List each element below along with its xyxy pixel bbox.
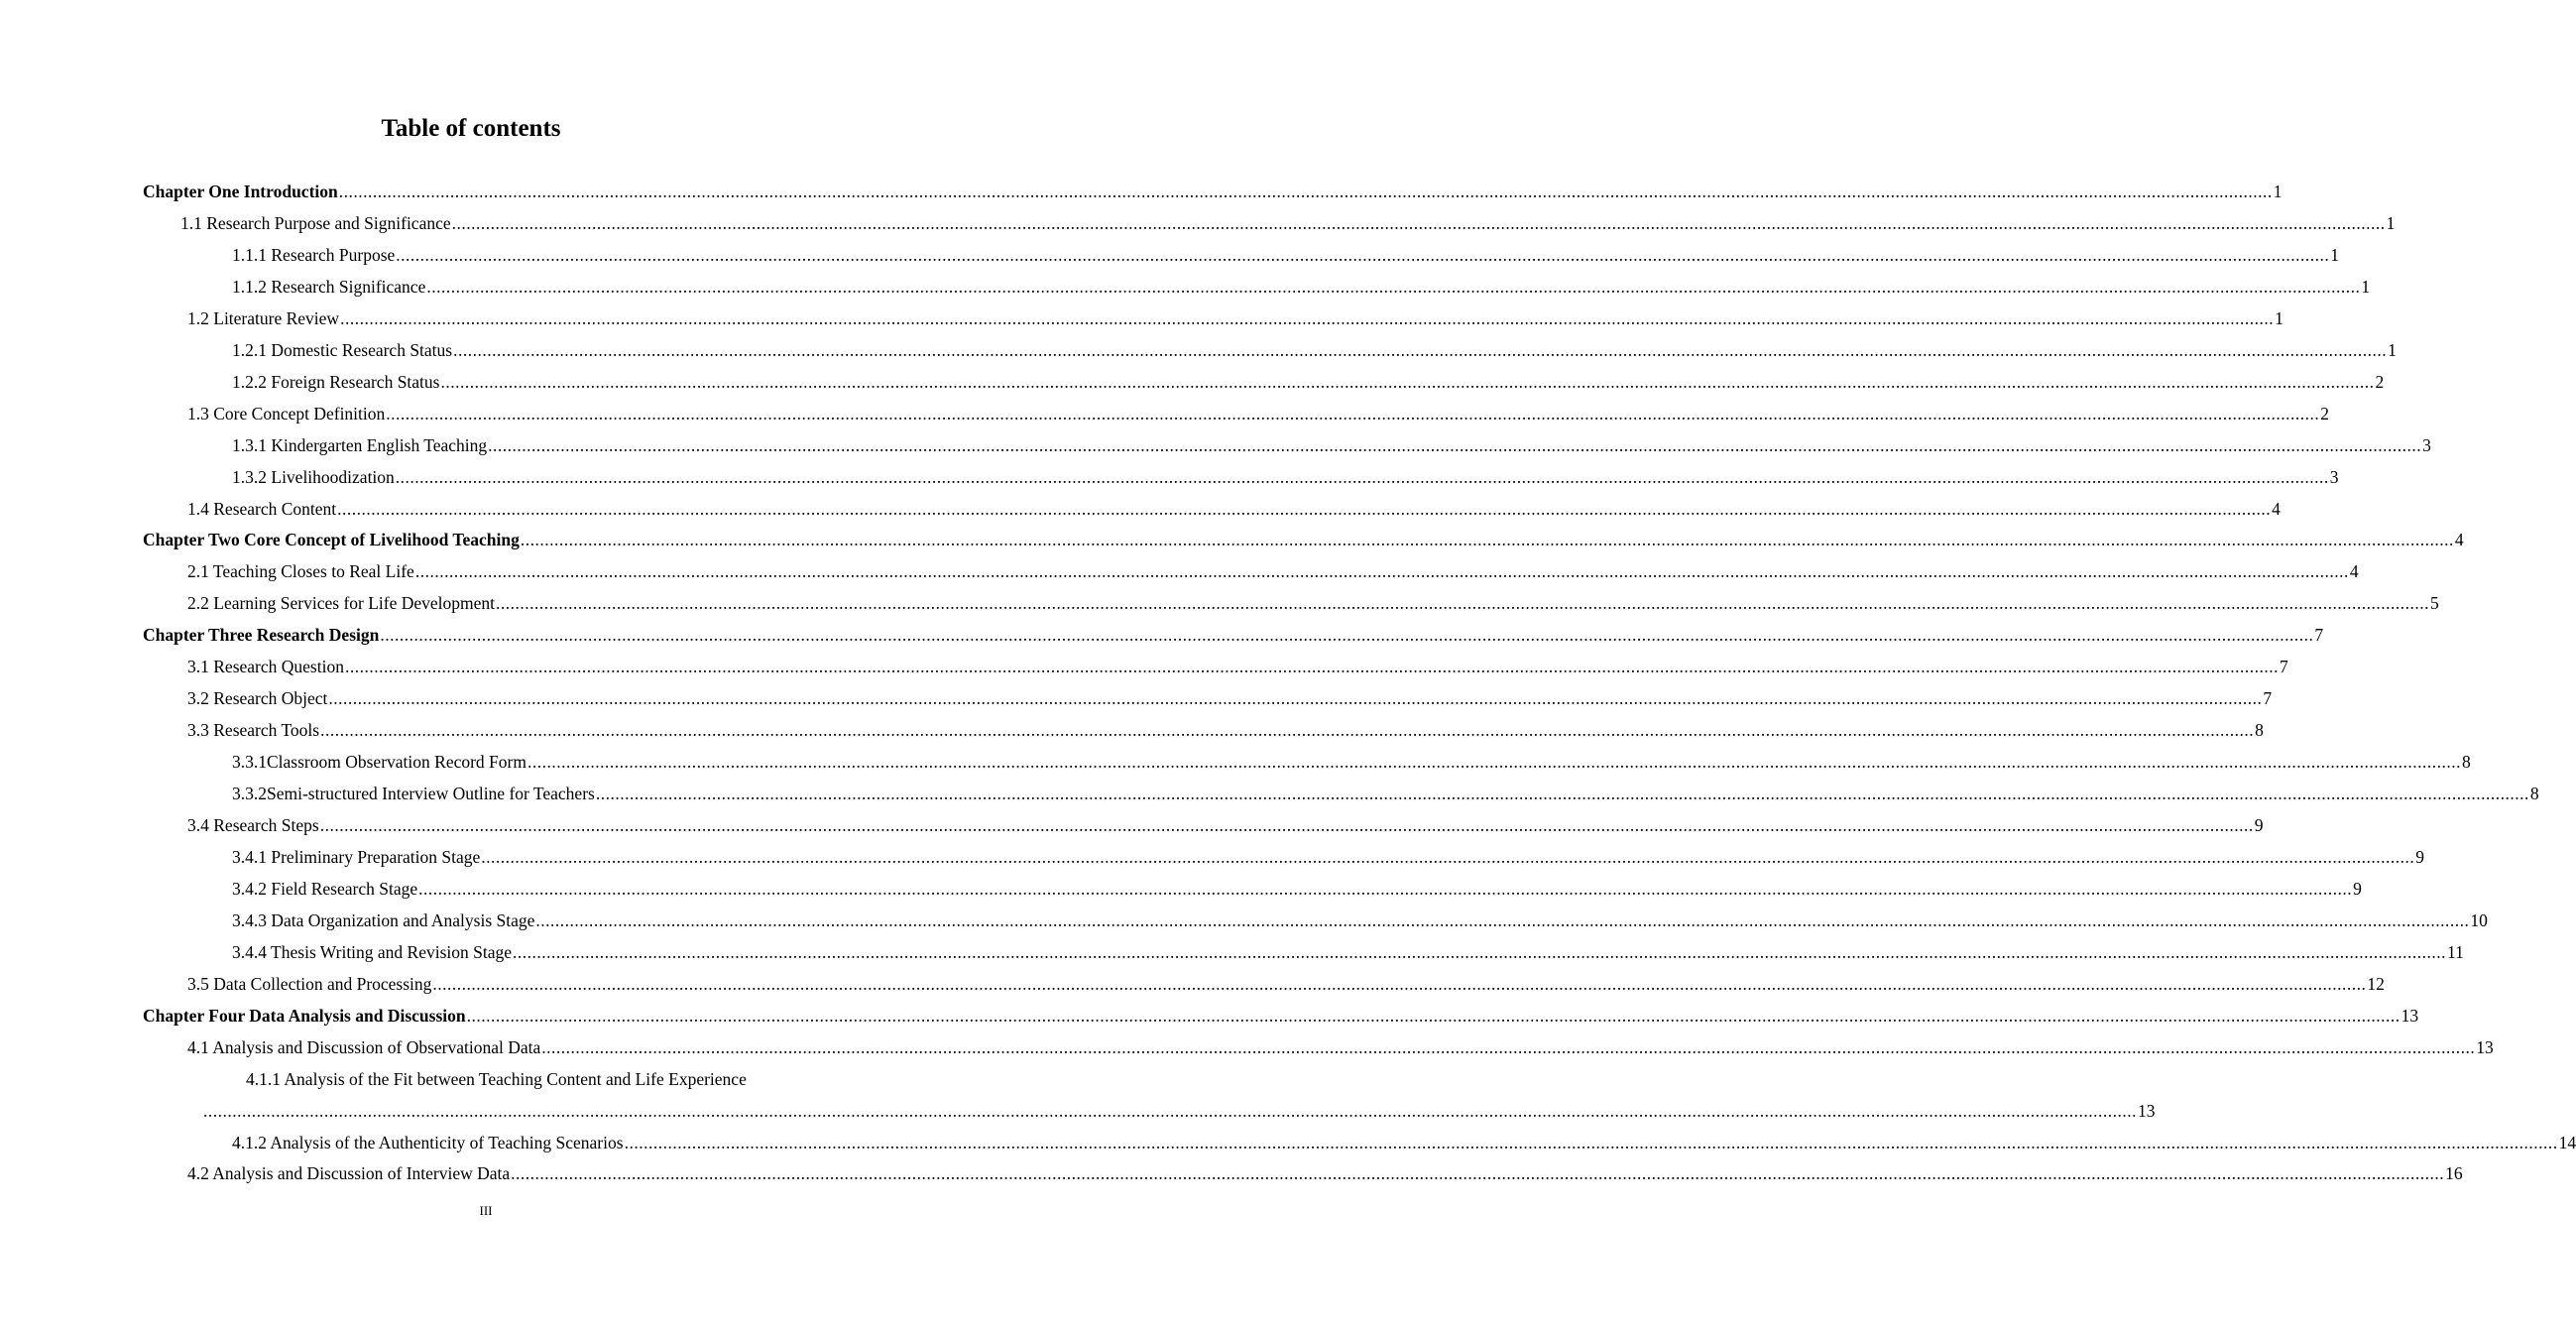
toc-dot-leader: ................................................................................................................................................................................................................................................................................................................................................................................................................ bbox=[319, 815, 2254, 835]
toc-entry-label: 1.3 Core Concept Definition bbox=[187, 403, 386, 424]
toc-dot-leader: ................................................................................................................................................................................................................................................................................................................................................................................................................ bbox=[513, 941, 2447, 962]
toc-entry[interactable] bbox=[232, 1130, 2576, 1155]
toc-entry[interactable] bbox=[187, 1160, 2463, 1186]
toc-entry-label: 4.2 Analysis and Discussion of Interview Data bbox=[187, 1163, 511, 1184]
toc-entry-label: 3.5 Data Collection and Processing bbox=[187, 973, 432, 994]
toc-dot-leader: ................................................................................................................................................................................................................................................................................................................................................................................................................ bbox=[624, 1132, 2558, 1152]
toc-dot-leader: ................................................................................................................................................................................................................................................................................................................................................................................................................ bbox=[520, 530, 2454, 550]
toc-dot-leader: ................................................................................................................................................................................................................................................................................................................................................................................................................ bbox=[203, 1100, 2137, 1121]
toc-dot-leader: ................................................................................................................................................................................................................................................................................................................................................................................................................ bbox=[414, 561, 2349, 582]
toc-entry-page: 4 bbox=[2349, 561, 2359, 582]
toc-dot-leader: ................................................................................................................................................................................................................................................................................................................................................................................................................ bbox=[481, 846, 2415, 867]
toc-entry-page: 1 bbox=[2330, 244, 2340, 265]
toc-entry-label: Chapter One Introduction bbox=[143, 182, 338, 201]
toc-dot-leader: ................................................................................................................................................................................................................................................................................................................................................................................................................ bbox=[344, 657, 2279, 677]
toc-entry-label: Chapter Three Research Design bbox=[143, 625, 380, 646]
toc-entry-label: 4.1 Analysis and Discussion of Observational Data bbox=[187, 1036, 541, 1057]
toc-dot-leader: ................................................................................................................................................................................................................................................................................................................................................................................................................ bbox=[328, 688, 2263, 709]
toc-dot-leader: ................................................................................................................................................................................................................................................................................................................................................................................................................ bbox=[340, 307, 2275, 328]
toc-dot-leader: ................................................................................................................................................................................................................................................................................................................................................................................................................ bbox=[496, 593, 2430, 614]
toc-dot-leader: ................................................................................................................................................................................................................................................................................................................................................................................................................ bbox=[337, 498, 2272, 519]
toc-entry[interactable] bbox=[187, 496, 2281, 522]
toc-entry-page: 3 bbox=[2329, 466, 2339, 487]
toc-dot-leader: ................................................................................................................................................................................................................................................................................................................................................................................................................ bbox=[380, 625, 2314, 646]
toc-dot-leader: ................................................................................................................................................................................................................................................................................................................................................................................................................ bbox=[426, 276, 2361, 297]
toc-entry-label: 1.4 Research Content bbox=[187, 498, 337, 519]
toc-entry[interactable] bbox=[232, 844, 2425, 870]
toc-entry-leader[interactable] bbox=[202, 1098, 2156, 1124]
toc-entry-page: 13 bbox=[2138, 1100, 2156, 1121]
toc-entry-page: 4 bbox=[2272, 498, 2281, 519]
toc-dot-leader: ................................................................................................................................................................................................................................................................................................................................................................................................................ bbox=[418, 878, 2353, 899]
toc-entry-label: 4.1.2 Analysis of the Authenticity of Teaching Scenarios bbox=[232, 1132, 624, 1152]
toc-entry[interactable] bbox=[187, 971, 2385, 997]
toc-dot-leader: ................................................................................................................................................................................................................................................................................................................................................................................................................ bbox=[595, 784, 2529, 804]
toc-entry-page: 13 bbox=[2476, 1036, 2494, 1057]
toc-entry-page: 16 bbox=[2445, 1163, 2463, 1184]
toc-entry-page: 7 bbox=[2263, 688, 2273, 709]
toc-entry[interactable] bbox=[232, 749, 2471, 775]
toc-dot-leader: ................................................................................................................................................................................................................................................................................................................................................................................................................ bbox=[453, 339, 2388, 360]
toc-entry-page: 2 bbox=[2375, 371, 2385, 392]
toc-entry-label: 3.4.4 Thesis Writing and Revision Stage bbox=[232, 941, 513, 962]
toc-entry-page: 1 bbox=[2273, 182, 2283, 201]
toc-entry-page: 9 bbox=[2353, 878, 2362, 899]
toc-entry-page: 8 bbox=[2461, 752, 2471, 773]
toc-entry[interactable] bbox=[187, 685, 2273, 711]
toc-entry-page: 9 bbox=[2415, 846, 2425, 867]
toc-entry[interactable] bbox=[187, 305, 2283, 331]
toc-entry-page: 14 bbox=[2558, 1132, 2576, 1152]
toc-entry-page: 13 bbox=[2400, 1005, 2419, 1026]
toc-entry-page: 10 bbox=[2470, 909, 2488, 930]
toc-entry-page: 7 bbox=[2279, 657, 2288, 677]
toc-entry[interactable] bbox=[232, 274, 2371, 300]
toc-dot-leader: ................................................................................................................................................................................................................................................................................................................................................................................................................ bbox=[320, 720, 2255, 741]
toc-entry-page: 12 bbox=[2367, 973, 2385, 994]
toc-entry[interactable] bbox=[232, 781, 2539, 806]
toc-entry-label: 3.4 Research Steps bbox=[187, 815, 319, 835]
toc-entry[interactable] bbox=[232, 939, 2464, 965]
toc-dot-leader: ................................................................................................................................................................................................................................................................................................................................................................................................................ bbox=[440, 371, 2375, 392]
toc-entry-label: 3.1 Research Question bbox=[187, 657, 344, 677]
toc-dot-leader: ................................................................................................................................................................................................................................................................................................................................................................................................................ bbox=[488, 434, 2422, 455]
page-title: Table of contents bbox=[381, 115, 561, 142]
toc-entry[interactable] bbox=[232, 432, 2431, 458]
toc-entry-page: 1 bbox=[2388, 339, 2397, 360]
toc-entry[interactable] bbox=[187, 401, 2330, 426]
toc-dot-leader: ................................................................................................................................................................................................................................................................................................................................................................................................................ bbox=[511, 1163, 2445, 1184]
toc-entry-page: 1 bbox=[2275, 307, 2283, 328]
toc-entry-label: Chapter Four Data Analysis and Discussion bbox=[143, 1005, 466, 1026]
toc-chapter-entry[interactable] bbox=[143, 527, 2464, 552]
toc-entry-label: 3.4.1 Preliminary Preparation Stage bbox=[232, 846, 481, 867]
toc-entry-label: 3.3.1Classroom Observation Record Form bbox=[232, 752, 527, 773]
toc-dot-leader: ................................................................................................................................................................................................................................................................................................................................................................................................................ bbox=[451, 212, 2386, 233]
toc-entry-label: 3.4.2 Field Research Stage bbox=[232, 878, 418, 899]
toc-entry[interactable] bbox=[232, 908, 2488, 933]
toc-entry[interactable] bbox=[187, 812, 2264, 838]
toc-entry[interactable] bbox=[246, 1066, 795, 1092]
toc-chapter-entry[interactable] bbox=[143, 622, 2324, 648]
toc-chapter-entry[interactable] bbox=[143, 179, 2283, 204]
toc-entry-page: 1 bbox=[2361, 276, 2371, 297]
toc-entry-label: 1.2.2 Foreign Research Status bbox=[232, 371, 440, 392]
toc-entry-label: 3.4.3 Data Organization and Analysis Stage bbox=[232, 909, 535, 930]
toc-dot-leader: ................................................................................................................................................................................................................................................................................................................................................................................................................ bbox=[466, 1005, 2400, 1026]
toc-entry-page: 8 bbox=[2255, 720, 2264, 741]
toc-entry-label: 2.2 Learning Services for Life Development bbox=[187, 593, 496, 614]
toc-entry-page: 7 bbox=[2314, 625, 2324, 646]
toc-entry[interactable] bbox=[232, 369, 2385, 395]
toc-entry[interactable] bbox=[180, 210, 2396, 236]
toc-entry[interactable] bbox=[187, 717, 2264, 743]
toc-entry[interactable] bbox=[232, 242, 2340, 268]
toc-entry-page: 5 bbox=[2430, 593, 2439, 614]
toc-entry-page: 3 bbox=[2422, 434, 2431, 455]
toc-entry-label: 1.1.2 Research Significance bbox=[232, 276, 426, 297]
toc-entry[interactable] bbox=[187, 654, 2288, 679]
toc-entry-label: 4.1.1 Analysis of the Fit between Teaching Content and Life Experience bbox=[246, 1068, 747, 1089]
toc-entry-page: 1 bbox=[2386, 212, 2396, 233]
toc-entry[interactable] bbox=[187, 590, 2439, 616]
toc-dot-leader: ................................................................................................................................................................................................................................................................................................................................................................................................................ bbox=[396, 244, 2330, 265]
toc-entry-label: 1.3.1 Kindergarten English Teaching bbox=[232, 434, 488, 455]
toc-entry-page: 4 bbox=[2454, 530, 2464, 550]
toc-entry-page: 9 bbox=[2254, 815, 2264, 835]
page-number: III bbox=[479, 1203, 493, 1218]
toc-entry-page: 2 bbox=[2320, 403, 2330, 424]
toc-entry-label: 1.1 Research Purpose and Significance bbox=[180, 212, 451, 233]
toc-entry-label: 3.3 Research Tools bbox=[187, 720, 320, 741]
toc-entry-label: 2.1 Teaching Closes to Real Life bbox=[187, 561, 414, 582]
toc-entry-label: Chapter Two Core Concept of Livelihood Teaching bbox=[143, 530, 520, 550]
toc-dot-leader: ................................................................................................................................................................................................................................................................................................................................................................................................................ bbox=[432, 973, 2367, 994]
toc-entry[interactable] bbox=[187, 1034, 2494, 1060]
toc-chapter-entry[interactable] bbox=[143, 1003, 2419, 1029]
toc-entry[interactable] bbox=[232, 464, 2339, 490]
toc-entry[interactable] bbox=[232, 876, 2362, 902]
toc-dot-leader: ................................................................................................................................................................................................................................................................................................................................................................................................................ bbox=[535, 909, 2470, 930]
toc-dot-leader: ................................................................................................................................................................................................................................................................................................................................................................................................................ bbox=[541, 1036, 2476, 1057]
toc-entry-page: 11 bbox=[2447, 941, 2464, 962]
toc-entry-label: 1.3.2 Livelihoodization bbox=[232, 466, 395, 487]
toc-entry-label: 1.1.1 Research Purpose bbox=[232, 244, 396, 265]
toc-entry[interactable] bbox=[187, 558, 2359, 584]
toc-dot-leader: ................................................................................................................................................................................................................................................................................................................................................................................................................ bbox=[386, 403, 2320, 424]
toc-dot-leader: ................................................................................................................................................................................................................................................................................................................................................................................................................ bbox=[395, 466, 2329, 487]
toc-entry[interactable] bbox=[232, 337, 2397, 363]
toc-entry-page: 8 bbox=[2529, 784, 2539, 804]
toc-dot-leader: ................................................................................................................................................................................................................................................................................................................................................................................................................ bbox=[527, 752, 2461, 773]
toc-dot-leader: ................................................................................................................................................................................................................................................................................................................................................................................................................ bbox=[338, 182, 2273, 201]
toc-entry-label: 3.3.2Semi-structured Interview Outline for Teachers bbox=[232, 784, 595, 804]
toc-entry-label: 3.2 Research Object bbox=[187, 688, 328, 709]
toc-entry-label: 1.2 Literature Review bbox=[187, 307, 340, 328]
toc-entry-label: 1.2.1 Domestic Research Status bbox=[232, 339, 453, 360]
